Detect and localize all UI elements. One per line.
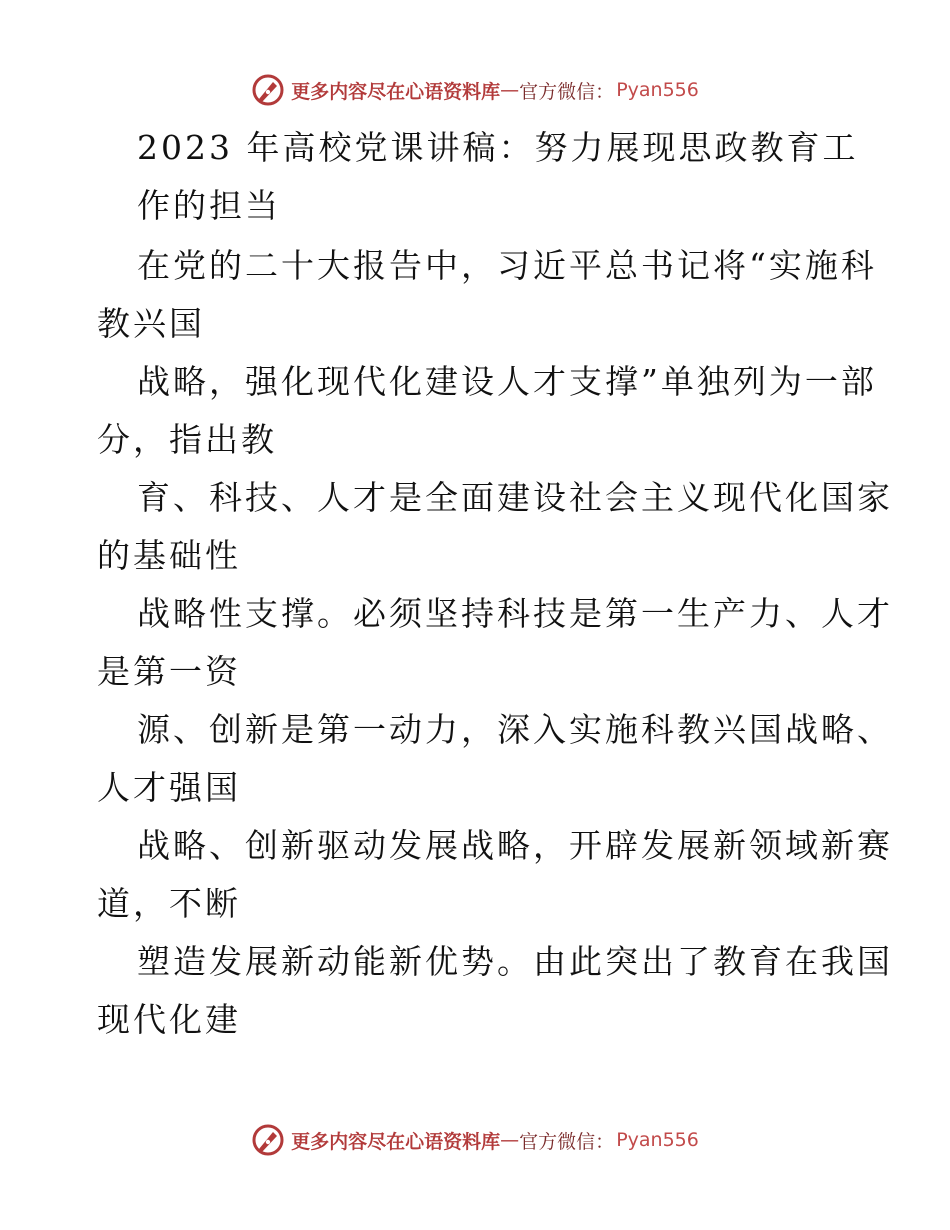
- watermark-official-label: 官方微信：: [519, 1130, 615, 1153]
- paragraph-line: 育、科技、人才是全面建设社会主义现代化国家: [137, 478, 893, 517]
- paragraph-line: 道，不断: [97, 884, 241, 923]
- watermark-official-label: 官方微信：: [519, 80, 615, 103]
- watermark-main-text: 更多内容尽在心语资料库: [291, 80, 501, 103]
- paragraph-line: 在党的二十大报告中，习近平总书记将“实施科: [137, 246, 877, 285]
- paragraph-line: 现代化建: [97, 1000, 241, 1039]
- header-watermark: [0, 70, 950, 110]
- document-title-line-2: 作的担当: [137, 186, 281, 225]
- watermark-dash: —: [500, 79, 520, 101]
- paragraph-line: 分，指出教: [97, 420, 277, 459]
- paragraph-line: 教兴国: [97, 304, 205, 343]
- paragraph-line: 战略，强化现代化建设人才支撑”单独列为一部: [137, 362, 877, 401]
- paragraph-line: 的基础性: [97, 536, 241, 575]
- document-title-line-1: 2023 年高校党课讲稿：努力展现思政教育工: [137, 128, 859, 167]
- paragraph-line: 塑造发展新动能新优势。由此突出了教育在我国: [137, 942, 893, 981]
- watermark-dash: —: [500, 1129, 520, 1151]
- paragraph-line: 是第一资: [97, 652, 241, 691]
- pen-nib-logo-icon: [251, 1123, 285, 1157]
- paragraph-line: 源、创新是第一动力，深入实施科教兴国战略、: [137, 710, 893, 749]
- footer-watermark: [0, 1120, 950, 1160]
- paragraph-line: 人才强国: [97, 768, 241, 807]
- watermark-wechat-id: Pyan556: [616, 1129, 699, 1151]
- paragraph-line: 战略性支撑。必须坚持科技是第一生产力、人才: [137, 594, 893, 633]
- watermark-main-text: 更多内容尽在心语资料库: [291, 1130, 501, 1153]
- watermark-wechat-id: Pyan556: [616, 79, 699, 101]
- paragraph-line: 战略、创新驱动发展战略，开辟发展新领域新赛: [137, 826, 893, 865]
- pen-nib-logo-icon: [251, 73, 285, 107]
